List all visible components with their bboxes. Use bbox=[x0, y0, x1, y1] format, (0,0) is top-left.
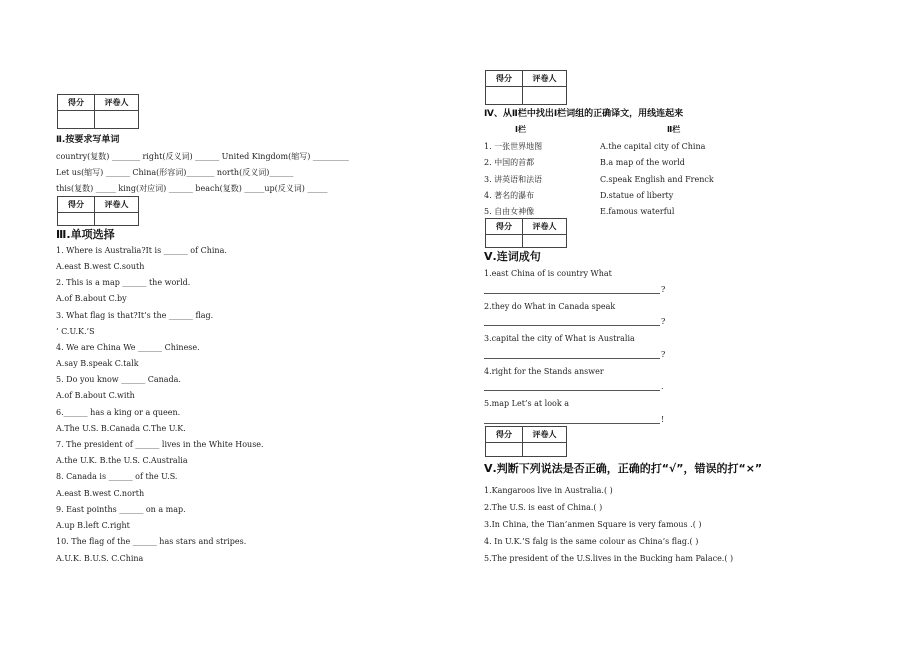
judge-item: 4. In U.K.’S falg is the same colour as China’s flag.( ) bbox=[484, 537, 699, 546]
list-item: 10. The flag of the ______ has stars and stripes. bbox=[56, 537, 247, 546]
list-item: 4. We are China We ______ Chinese. bbox=[56, 343, 200, 352]
score-cell[interactable] bbox=[486, 235, 523, 248]
score-label: 得分 bbox=[486, 219, 523, 235]
score-label: 得分 bbox=[58, 197, 95, 213]
section-6-title: Ⅴ.判断下列说法是否正确，正确的打“√”，错误的打“×” bbox=[484, 462, 763, 475]
grader-cell[interactable] bbox=[523, 235, 567, 248]
list-item: A.U.K. B.U.S. C.China bbox=[56, 554, 144, 563]
list-item: A.up B.left C.right bbox=[56, 521, 130, 530]
grader-cell[interactable] bbox=[523, 443, 567, 457]
scramble-words: 3.capital the city of What is Australia bbox=[484, 334, 635, 343]
match-right-item: B.a map of the world bbox=[600, 158, 685, 167]
match-left-item: 2. 中国的首都 bbox=[484, 158, 535, 167]
grader-label: 评卷人 bbox=[523, 219, 567, 235]
grader-label: 评卷人 bbox=[95, 197, 139, 213]
list-item: A.say B.speak C.talk bbox=[56, 359, 139, 368]
sentence-end-mark: ! bbox=[661, 415, 665, 424]
grader-cell[interactable] bbox=[95, 213, 139, 226]
scramble-words: 4.right for the Stands answer bbox=[484, 367, 604, 376]
list-item: A.of B.about C.by bbox=[56, 294, 127, 303]
match-right-item: D.statue of liberty bbox=[600, 191, 674, 200]
score-cell[interactable] bbox=[58, 213, 95, 226]
judge-item: 1.Kangaroos live in Australia.( ) bbox=[484, 486, 613, 495]
scramble-words: 2.they do What in Canada speak bbox=[484, 302, 616, 311]
grader-label: 评卷人 bbox=[523, 71, 567, 87]
column-1-header: Ⅰ栏 bbox=[515, 125, 526, 134]
answer-line[interactable] bbox=[484, 390, 660, 391]
word-line: Let us(缩写) ______ China(形容词)_______ north(反义词)______ bbox=[56, 168, 294, 177]
scramble-words: 5.map Let’s at look a bbox=[484, 399, 569, 408]
score-label: 得分 bbox=[486, 427, 523, 443]
list-item: 2. This is a map ______ the world. bbox=[56, 278, 191, 287]
section-2-title: Ⅱ.按要求写单词 bbox=[56, 135, 120, 145]
grader-label: 评卷人 bbox=[95, 95, 139, 111]
sentence-end-mark: ? bbox=[661, 317, 666, 326]
score-cell[interactable] bbox=[58, 111, 95, 129]
score-box-4 bbox=[485, 218, 567, 248]
list-item: A.The U.S. B.Canada C.The U.K. bbox=[56, 424, 186, 433]
list-item: 7. The president of ______ lives in the White House. bbox=[56, 440, 264, 449]
score-cell[interactable] bbox=[486, 87, 523, 105]
answer-line[interactable] bbox=[484, 325, 660, 326]
match-right-item: E.famous waterful bbox=[600, 207, 675, 216]
score-cell[interactable] bbox=[486, 443, 523, 457]
judge-item: 3.In China, the Tian’anmen Square is very famous .( ) bbox=[484, 520, 702, 529]
score-box-5 bbox=[485, 426, 567, 457]
match-left-item: 1. 一张世界地图 bbox=[484, 142, 543, 151]
score-box-1 bbox=[57, 94, 139, 129]
match-left-item: 5. 自由女神像 bbox=[484, 207, 535, 216]
word-line: country(复数) _______ right(反义词) ______ United Kingdom(缩写) _________ bbox=[56, 152, 349, 161]
grader-label: 评卷人 bbox=[523, 427, 567, 443]
sentence-end-mark: ? bbox=[661, 350, 666, 359]
score-label: 得分 bbox=[486, 71, 523, 87]
grader-cell[interactable] bbox=[523, 87, 567, 105]
list-item: ’ C.U.K.’S bbox=[56, 327, 95, 336]
judge-item: 5.The president of the U.S.lives in the Bucking ham Palace.( ) bbox=[484, 554, 734, 563]
list-item: 9. East poinths ______ on a map. bbox=[56, 505, 186, 514]
list-item: A.the U.K. B.the U.S. C.Australia bbox=[56, 456, 188, 465]
judge-item: 2.The U.S. is east of China.( ) bbox=[484, 503, 603, 512]
scramble-words: 1.east China of is country What bbox=[484, 269, 612, 278]
answer-line[interactable] bbox=[484, 293, 660, 294]
grader-cell[interactable] bbox=[95, 111, 139, 129]
list-item: 1. Where is Australia?It is ______ of China. bbox=[56, 246, 227, 255]
list-item: A.of B.about C.with bbox=[56, 391, 135, 400]
answer-line[interactable] bbox=[484, 423, 660, 424]
section-3-title: Ⅲ.单项选择 bbox=[56, 228, 115, 241]
match-left-item: 3. 讲英语和法语 bbox=[484, 175, 543, 184]
score-box-3 bbox=[485, 70, 567, 105]
list-item: 6.______ has a king or a queen. bbox=[56, 408, 181, 417]
section-5-title: Ⅴ.连词成句 bbox=[484, 250, 541, 263]
word-line: this(复数) _____ king(对应词) ______ beach(复数) _____up(反义词) _____ bbox=[56, 184, 328, 193]
answer-line[interactable] bbox=[484, 358, 660, 359]
sentence-end-mark: ? bbox=[661, 285, 666, 294]
column-2-header: Ⅱ栏 bbox=[667, 125, 681, 134]
list-item: 3. What flag is that?It’s the ______ flag. bbox=[56, 311, 214, 320]
list-item: 5. Do you know ______ Canada. bbox=[56, 375, 181, 384]
section-4-title: Ⅳ、从Ⅱ栏中找出Ⅰ栏词组的正确译文，用线连起来 bbox=[484, 109, 684, 119]
match-right-item: A.the capital city of China bbox=[600, 142, 706, 151]
list-item: A.east B.west C.north bbox=[56, 489, 145, 498]
sentence-end-mark: . bbox=[661, 382, 664, 391]
match-right-item: C.speak English and Frenck bbox=[600, 175, 714, 184]
match-left-item: 4. 著名的瀑布 bbox=[484, 191, 535, 200]
list-item: 8. Canada is ______ of the U.S. bbox=[56, 472, 178, 481]
score-label: 得分 bbox=[58, 95, 95, 111]
score-box-2 bbox=[57, 196, 139, 226]
list-item: A.east B.west C.south bbox=[56, 262, 145, 271]
